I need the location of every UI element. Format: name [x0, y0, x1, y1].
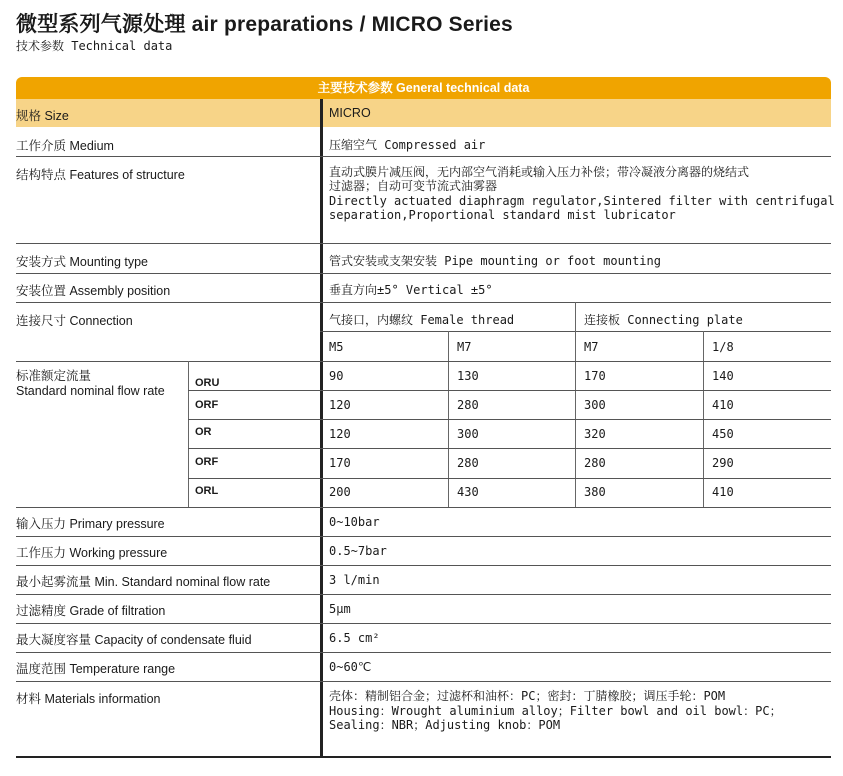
- condensate-value: 6.5 cm²: [329, 631, 380, 645]
- connection-label: 连接尺寸 Connection: [16, 314, 133, 328]
- mounting-label: 安装方式 Mounting type: [16, 255, 148, 269]
- row-divider: [188, 390, 831, 391]
- structure-line: Directly actuated diaphragm regulator,Sintered filter with centrifugal: [329, 194, 835, 208]
- medium-value: 压缩空气 Compressed air: [329, 138, 486, 152]
- row-divider: [16, 536, 831, 537]
- flow-type: OR: [195, 426, 212, 438]
- flow-label-cn: 标准额定流量: [16, 369, 92, 383]
- flow-value: 380: [584, 485, 606, 499]
- flow-value: 320: [584, 427, 606, 441]
- row-divider: [16, 681, 831, 682]
- flow-type: ORF: [195, 456, 219, 468]
- condensate-label: 最大凝度容量 Capacity of condensate fluid: [16, 633, 252, 647]
- size-1-8: 1/8: [712, 340, 734, 354]
- flow-label-en: Standard nominal flow rate: [16, 384, 165, 398]
- flow-value: 140: [712, 369, 734, 383]
- flow-value: 290: [712, 456, 734, 470]
- row-divider: [16, 652, 831, 653]
- row-divider: [16, 156, 831, 157]
- medium-label: 工作介质 Medium: [16, 139, 114, 153]
- size-m7-plate: M7: [584, 340, 599, 354]
- page-subtitle: 技术参数 Technical data: [16, 39, 173, 53]
- row-divider: [188, 448, 831, 449]
- flow-value: 410: [712, 485, 734, 499]
- header-row: [16, 99, 831, 127]
- flow-value: 450: [712, 427, 734, 441]
- flow-value: 280: [584, 456, 606, 470]
- flow-value: 300: [584, 398, 606, 412]
- flow-value: 300: [457, 427, 479, 441]
- size-value: MICRO: [329, 106, 371, 120]
- row-divider: [16, 594, 831, 595]
- temperature-value: 0~60℃: [329, 660, 372, 674]
- row-divider: [16, 565, 831, 566]
- structure-line: separation,Proportional standard mist lubricator: [329, 208, 676, 222]
- primary-pressure-value: 0~10bar: [329, 515, 380, 529]
- column-divider: [575, 302, 576, 507]
- min-flow-label: 最小起雾流量 Min. Standard nominal flow rate: [16, 575, 271, 589]
- size-m7: M7: [457, 340, 472, 354]
- row-divider: [16, 623, 831, 624]
- temperature-label: 温度范围 Temperature range: [16, 662, 176, 676]
- working-pressure-value: 0.5~7bar: [329, 544, 387, 558]
- flow-value: 200: [329, 485, 351, 499]
- flow-type: ORF: [195, 399, 219, 411]
- flow-value: 430: [457, 485, 479, 499]
- materials-line: Sealing：NBR；Adjusting knob：POM: [329, 718, 561, 732]
- flow-type: ORL: [195, 485, 219, 497]
- working-pressure-label: 工作压力 Working pressure: [16, 546, 168, 560]
- structure-line: 过滤器；自动可变节流式油雾器: [329, 179, 498, 193]
- connection-plate: 连接板 Connecting plate: [584, 313, 743, 327]
- row-divider: [16, 302, 831, 303]
- size-m5: M5: [329, 340, 344, 354]
- assembly-value: 垂直方向±5° Vertical ±5°: [329, 283, 493, 297]
- flow-value: 170: [329, 456, 351, 470]
- materials-label: 材料 Materials information: [16, 692, 161, 706]
- flow-value: 120: [329, 398, 351, 412]
- structure-label: 结构特点 Features of structure: [16, 168, 185, 182]
- row-divider: [16, 507, 831, 508]
- materials-line: 壳体：精制铝合金；过滤杯和油杯：PC；密封：丁腈橡胶；调压手轮：POM: [329, 689, 726, 703]
- column-divider: [320, 99, 323, 757]
- table-bottom-border: [16, 756, 831, 758]
- size-label: 规格 Size: [16, 109, 69, 123]
- row-divider: [16, 273, 831, 274]
- flow-value: 130: [457, 369, 479, 383]
- filtration-label: 过滤精度 Grade of filtration: [16, 604, 166, 618]
- row-divider: [16, 361, 831, 362]
- flow-value: 90: [329, 369, 344, 383]
- min-flow-value: 3 l/min: [329, 573, 380, 587]
- flow-value: 280: [457, 398, 479, 412]
- column-divider: [188, 361, 189, 507]
- assembly-label: 安装位置 Assembly position: [16, 284, 171, 298]
- primary-pressure-label: 输入压力 Primary pressure: [16, 517, 165, 531]
- mounting-value: 管式安装或支架安装 Pipe mounting or foot mounting: [329, 254, 661, 268]
- row-divider: [188, 419, 831, 420]
- row-divider: [16, 243, 831, 244]
- page-title: 微型系列气源处理 air preparations / MICRO Series: [16, 13, 513, 36]
- row-divider: [188, 478, 831, 479]
- flow-value: 280: [457, 456, 479, 470]
- filtration-value: 5μm: [329, 602, 351, 616]
- connection-female-thread: 气接口，内螺纹 Female thread: [329, 313, 515, 327]
- materials-line: Housing：Wrought aluminium alloy；Filter bowl and oil bowl：PC；: [329, 704, 782, 718]
- table-banner: 主要技术参数 General technical data: [16, 77, 831, 99]
- flow-type: ORU: [195, 377, 220, 389]
- structure-line: 直动式膜片减压阀，无内部空气消耗或输入压力补偿；带冷凝液分离器的烧结式: [329, 165, 750, 179]
- flow-value: 120: [329, 427, 351, 441]
- flow-value: 410: [712, 398, 734, 412]
- flow-value: 170: [584, 369, 606, 383]
